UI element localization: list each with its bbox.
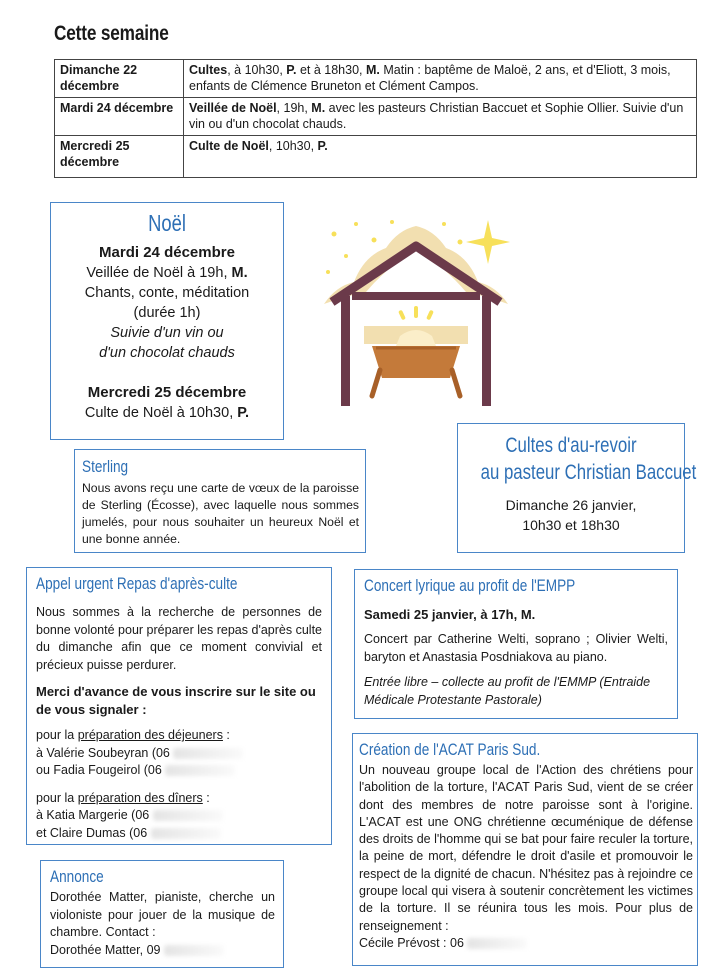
- page-title: Cette semaine: [54, 22, 169, 45]
- farewell-line-1: Dimanche 26 janvier,: [505, 497, 637, 513]
- noel-date-2: Mercredi 25 décembre: [87, 384, 247, 401]
- table-row: [55, 60, 697, 98]
- contact-line: à Katia Margerie (06: [36, 807, 322, 825]
- schedule-details: Culte de Noël, 10h30, P.: [184, 136, 697, 178]
- appel-contacts: [36, 727, 322, 842]
- star-icon: [466, 220, 510, 264]
- noel-line-2: Chants, conte, méditation: [84, 285, 250, 301]
- noel-line-4: Suivie d'un vin ou: [110, 325, 224, 341]
- noel-line-5: d'un chocolat chauds: [99, 345, 235, 361]
- prep-lunch-line: pour la préparation des déjeuners :: [36, 728, 230, 742]
- table-row: [55, 98, 697, 136]
- concert-box: [354, 569, 678, 719]
- schedule-day: Mardi 24 décembre: [55, 98, 184, 136]
- noel-date-1: Mardi 24 décembre: [99, 244, 235, 261]
- concert-title: Concert lyrique au profit de l'EMPP: [364, 576, 576, 595]
- acat-contact: Cécile Prévost : 06: [359, 935, 693, 953]
- annonce-title: Annonce: [50, 867, 104, 886]
- appel-text: Nous sommes à la recherche de personnes de bonne volonté pour préparer les repas d'après culte du dimanche afin que ce moment convivial et précieux puisse perdurer.: [36, 605, 322, 672]
- schedule-table: [54, 59, 697, 178]
- contact-line: ou Fadia Fougeirol (06: [36, 762, 322, 780]
- schedule-details: Cultes, à 10h30, P. et à 18h30, M. Matin : baptême de Maloë, 2 ans, et d'Eliott, 3 mois, enfants de Clémence Bruneton et Clément Campos.: [184, 60, 697, 98]
- acat-title: Création de l'ACAT Paris Sud.: [359, 740, 541, 759]
- table-row: [55, 136, 697, 178]
- farewell-box: [457, 423, 697, 553]
- noel-title: Noël: [148, 210, 186, 236]
- schedule-day: Mercredi 25 décembre: [55, 136, 184, 178]
- contact-line: et Claire Dumas (06: [36, 825, 322, 843]
- appel-box: [26, 567, 332, 845]
- nativity-illustration: [316, 216, 516, 412]
- sterling-text: Nous avons reçu une carte de vœux de la paroisse de Sterling (Écosse), avec laquelle nous sommes jumelés, pour nous souhaiter un heureux Noël et une bonne année.: [82, 481, 359, 546]
- annonce-text: Dorothée Matter, pianiste, cherche un violoniste pour jouer de la musique de chambre. Contact :: [50, 890, 275, 939]
- schedule-details: Veillée de Noël, 19h, M. avec les pasteurs Christian Baccuet et Sophie Ollier. Suivie d'un vin ou d'un chocolat chauds.: [184, 98, 697, 136]
- noel-box: [50, 202, 284, 440]
- appel-title: Appel urgent Repas d'après-culte: [36, 574, 238, 593]
- noel-line-6: Culte de Noël à 10h30, P.: [84, 405, 250, 421]
- prep-dinner-line: pour la préparation des dîners :: [36, 790, 210, 805]
- farewell-title-1: Cultes d'au-revoir: [505, 434, 637, 457]
- contact-line: à Valérie Soubeyran (06: [36, 745, 322, 763]
- sterling-title: Sterling: [82, 457, 129, 476]
- farewell-line-2: 10h30 et 18h30: [522, 517, 620, 533]
- concert-date: Samedi 25 janvier, à 17h, M.: [364, 607, 536, 622]
- concert-note: Entrée libre – collecte au profit de l'EMMP (Entraide Médicale Protestante Pastorale): [364, 675, 651, 707]
- sterling-box: [74, 449, 366, 553]
- acat-text: Un nouveau groupe local de l'Action des chrétiens pour l'abolition de la torture, l'ACAT Paris Sud, vient de se créer dont des membres de notre paroisse sont à l'origine. L'ACAT est une ONG chrétienne œcuménique de défense des droits de l'homme qui se bat pour faire reculer la torture, la peine de mort, défendre le droit d'asile et promouvoir le respect de la dignité de chacun. N'hésitez pas à rejoindre ce groupe local qui visera à soutenir concrètement les victimes de la torture. Il se réunira tous les mois. Pour plus de renseignement :: [359, 763, 693, 933]
- concert-text: Concert par Catherine Welti, soprano ; Olivier Welti, baryton et Anastasia Posdniakova au piano.: [364, 632, 668, 664]
- acat-box: [352, 733, 698, 966]
- appel-bold: Merci d'avance de vous inscrire sur le site ou de vous signaler :: [36, 684, 316, 717]
- annonce-box: [40, 860, 284, 968]
- noel-line-3: (durée 1h): [133, 305, 201, 321]
- noel-line-1: Veillée de Noël à 19h, M.: [86, 265, 248, 281]
- annonce-contact: Dorothée Matter, 09: [50, 942, 275, 960]
- farewell-title-2: au pasteur Christian Baccuet: [480, 461, 697, 484]
- schedule-day: Dimanche 22 décembre: [55, 60, 184, 98]
